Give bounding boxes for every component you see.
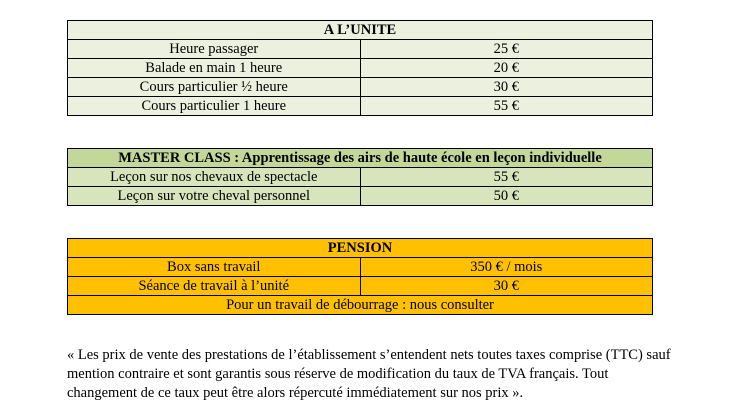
table-row — [68, 187, 653, 206]
tax-disclaimer: « Les prix de vente des prestations de l’établissement s’entendent nets toutes taxes comprise (TTC) sauf mention contraire et sont garantis sous réserve de modification du taux de TVA français. Tout changement de ce taux peut être alors répercuté immédiatement sur nos prix ». — [67, 347, 671, 401]
table-row — [68, 168, 653, 187]
service-label: Box sans travail — [68, 258, 361, 277]
service-label: Heure passager — [68, 40, 361, 59]
service-label: Cours particulier 1 heure — [68, 97, 361, 116]
service-price: 50 € — [360, 187, 653, 206]
service-price: 350 € / mois — [360, 258, 653, 277]
service-label: Séance de travail à l’unité — [68, 277, 361, 296]
service-label: Leçon sur nos chevaux de spectacle — [68, 168, 361, 187]
table-row — [68, 40, 653, 59]
service-price: 20 € — [360, 59, 653, 78]
pension-title: PENSION — [68, 239, 653, 258]
table-header-row — [68, 21, 653, 40]
table-header-row — [68, 239, 653, 258]
table-header-row — [68, 149, 653, 168]
pension-table — [67, 238, 653, 315]
service-price: 55 € — [360, 97, 653, 116]
service-price: 30 € — [360, 277, 653, 296]
service-label: Balade en main 1 heure — [68, 59, 361, 78]
unit-table-title: A L’UNITE — [68, 21, 653, 40]
service-price: 30 € — [360, 78, 653, 97]
table-row — [68, 258, 653, 277]
service-price: 25 € — [360, 40, 653, 59]
table-row — [68, 277, 653, 296]
table-row — [68, 78, 653, 97]
table-row — [68, 59, 653, 78]
service-price: 55 € — [360, 168, 653, 187]
service-label: Cours particulier ½ heure — [68, 78, 361, 97]
master-class-table — [67, 148, 653, 206]
table-row — [68, 296, 653, 315]
master-class-title: MASTER CLASS : Apprentissage des airs de haute école en leçon individuelle — [68, 149, 653, 168]
unit-price-table — [67, 20, 653, 116]
table-row — [68, 97, 653, 116]
service-label: Leçon sur votre cheval personnel — [68, 187, 361, 206]
pension-footer-note: Pour un travail de débourrage : nous consulter — [68, 296, 653, 315]
